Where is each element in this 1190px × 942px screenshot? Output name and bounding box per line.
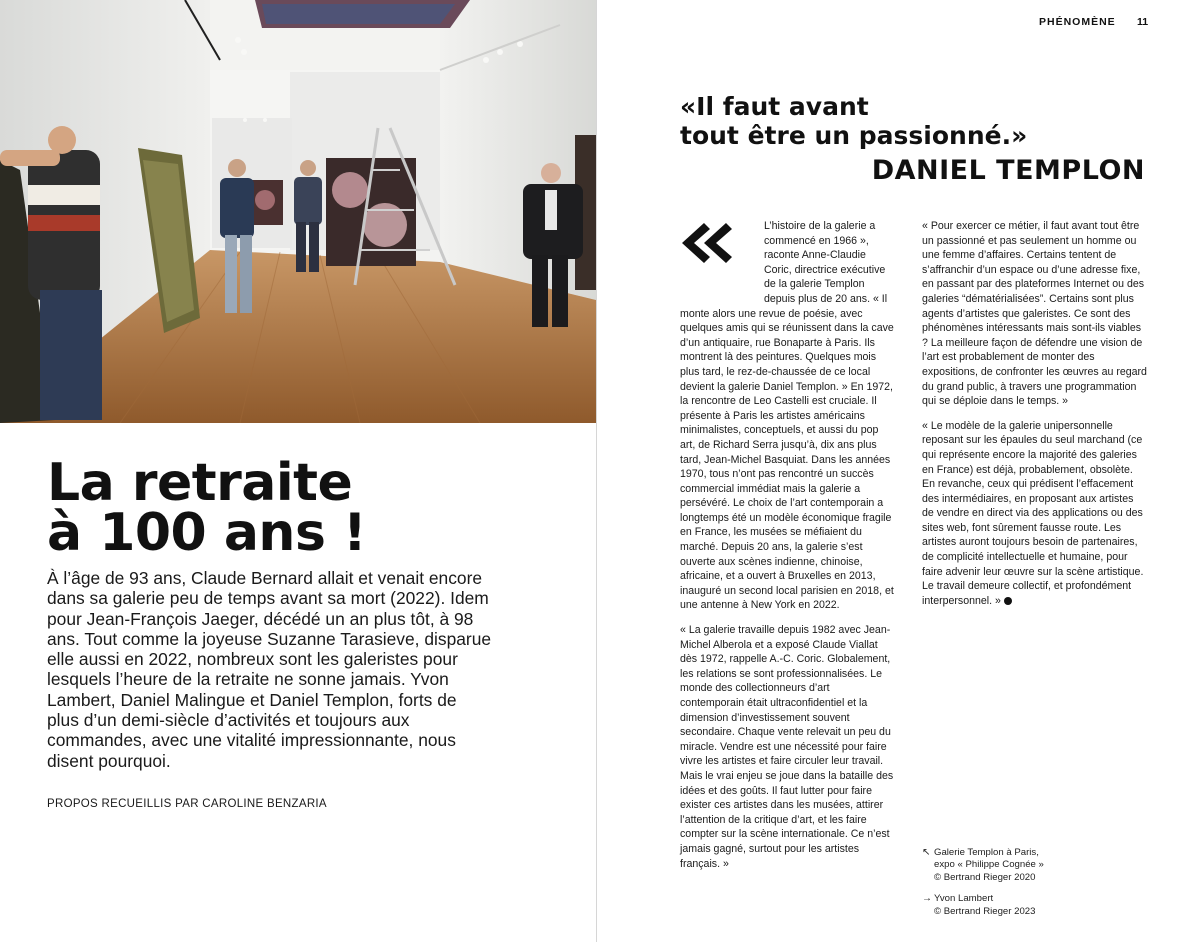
column-1-paragraph-1: L’histoire de la galerie a commencé en 1966 », raconte Anne-Claudie Coric, directrice exécutive de la galerie Templon depuis plus de 20 ans. « Il monte alors une revue de poésie, avec quelques amis qui se réunissent dans la cave d’un antiquaire, rue Bonaparte à Paris. Ils montrent là des peintures. Quelques mois plus tard, le rez-de-chaussée de ce local devient la galerie Daniel Templon. » En 1972, la rencontre de Leo Castelli est cruciale. Il présente à Paris les artistes américains minimalistes, conceptuels, et aussi du pop art, de Richard Serra jusqu’à, dix ans plus tard, Jean-Michel Basquiat. Dans les années 1970, tous n’ont pas rencontré un succès commercial immédiat mais la galerie a persévéré. Le choix de l’art contemporain a longtemps été un modèle économique fragile en France, les musées se méfiaient du marché. Depuis 20 ans, la galerie s’est ouverte aux scènes indienne, chinoise, africaine, et a ouvert à Bruxelles en 2013, inauguré un second local parisien en 2018, et une antenne à New York en 2022.: [680, 220, 894, 612]
photo-captions: [922, 847, 1142, 918]
column-2-paragraph-2: [922, 419, 1147, 609]
arrow-right-icon: →: [922, 893, 932, 905]
article-column-1: [680, 219, 896, 871]
arrow-up-left-icon: ↖: [922, 847, 931, 858]
pull-quote-title: [680, 92, 1150, 150]
end-dot-icon: [1004, 597, 1012, 605]
pull-quote-line-2: tout être un passionné.»: [680, 121, 1028, 150]
page-number: 11: [1137, 16, 1149, 28]
caption-yvon-lambert: [922, 893, 1142, 918]
column-2-paragraph-1: « Pour exercer ce métier, il faut avant tout être un passionné et pas seulement un homme ou une femme d’affaires. Certains tentent de s’affranchir d’un espace ou d’une adresse fixe, en passant par des plateformes Internet ou des galeries “dématérialisées”. Certains sont plus agents d’artistes que galeristes. Ce sont des phénomènes intéressants mais sont-ils viables ? La meilleure façon de défendre une vision de l’art est probablement de monter des expositions, de confronter les œuvres au regard du grand public, à travers une programmation qui se déploie dans le temps. »: [922, 220, 1147, 408]
right-page: [597, 0, 1190, 942]
gallery-illustration: [0, 0, 596, 423]
caption-line: © Bertrand Rieger 2020: [934, 871, 1036, 883]
gallery-photo: [0, 0, 596, 423]
caption-line: expo « Philippe Cognée »: [934, 859, 1044, 871]
caption-gallery-templon: [922, 847, 1142, 884]
column-2-paragraph-2-text: « Le modèle de la galerie unipersonnelle reposant sur les épaules du seul marchand (ce qui représente encore la majorité des galeries en France) est déjà, probablement, obsolète. En revanche, ceux qui prédisent l’effacement des intermédiaires, en proposant aux artistes de vendre en direct via des applications ou des sites web, font sûrement fausse route. Les artistes auront toujours besoin de partenaires, de complicité intellectuelle et humaine, pour faire advenir leur œuvre sur la scène artistique. Le travail demeure collectif, et profondément interpersonnel. »: [922, 419, 1144, 607]
caption-line: © Bertrand Rieger 2023: [934, 905, 1036, 917]
pull-quote-line-1: «Il faut avant: [680, 92, 869, 121]
byline: PROPOS RECUEILLIS PAR CAROLINE BENZARIA: [47, 798, 327, 810]
headline-line-2: à 100 ans !: [47, 503, 367, 563]
running-head: PHÉNOMÈNE: [1039, 16, 1116, 28]
headline: [47, 453, 567, 563]
caption-line: Yvon Lambert: [934, 893, 994, 905]
column-1-paragraph-2: « La galerie travaille depuis 1982 avec Jean-Michel Alberola et a exposé Claude Viallat dès 1972, rappelle A.-C. Coric. Globalement, les relations se sont professionnalisées. Le monde des collectionneurs d’art contemporain était ultraconfidentiel et la dimension d’investissement souvent secondaire. Chaque vente relevait un peu du miracle. Vendre est une nécessité pour faire vivre les artistes et faire circuler leur travail. Mais le vrai enjeu se joue dans la bataille des idées et des goûts. Il faut lutter pour faire exister ces artistes dans les musées, attirer l’attention de la critique d’art, et les faire compter sur la scène internationale. Ce n’est jamais gagné, surtout pour les artistes français. »: [680, 624, 894, 870]
caption-line: Galerie Templon à Paris,: [934, 847, 1039, 858]
quote-author: DANIEL TEMPLON: [871, 155, 1145, 186]
article-column-2: [922, 219, 1147, 608]
headline-line-1: La retraite: [47, 453, 353, 513]
intro-paragraph: À l’âge de 93 ans, Claude Bernard allait et venait encore dans sa galerie peu de temps avant sa mort (2022). Idem pour Jean-François Jaeger, décédé un an plus tôt, à 98 ans. Tout comme la joyeuse Suzanne Tarasieve, disparue elle aussi en 2022, nombreux sont les galeristes pour lesquels l’heure de la retraite ne sonne jamais. Yvon Lambert, Daniel Malingue et Daniel Templon, forts de plus d’un demi-siècle d’activités et toujours aux commandes, avec une vitalité impressionnante, nous disent pourquoi.: [47, 568, 492, 771]
